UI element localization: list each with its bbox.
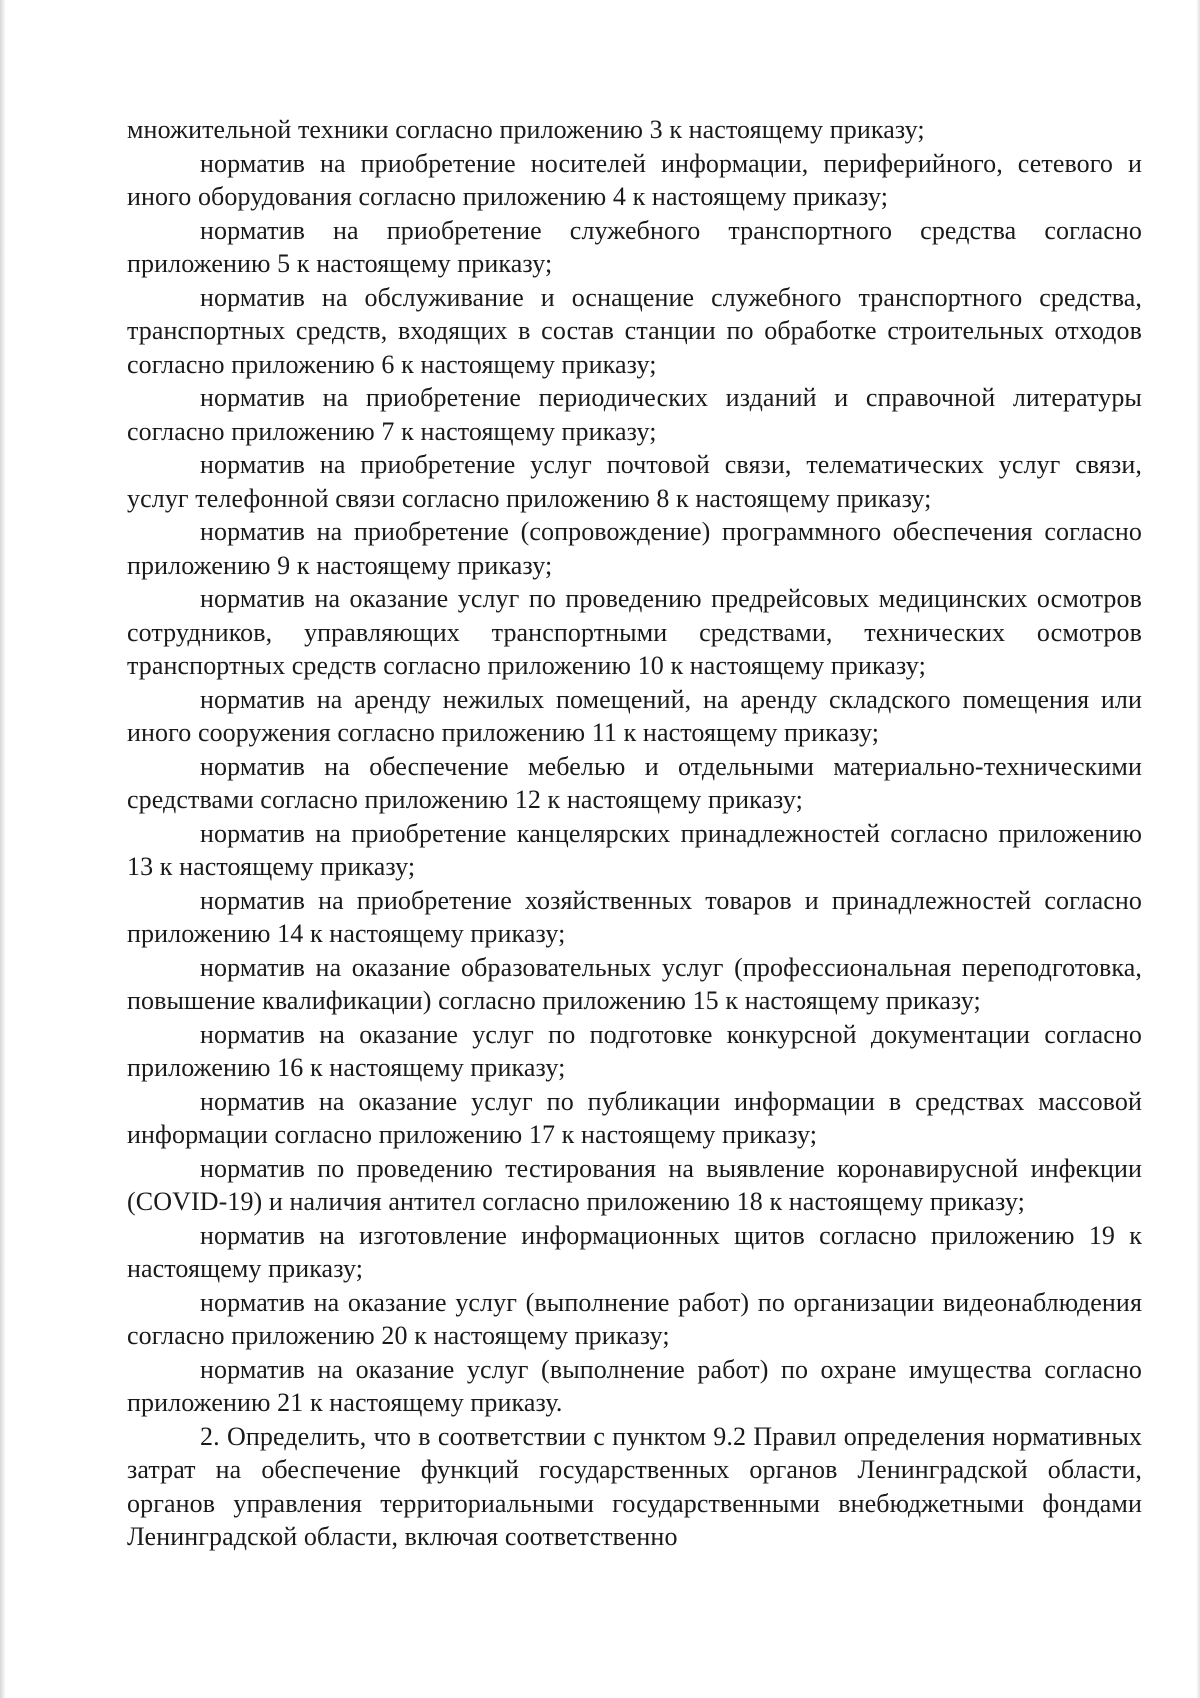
paragraph-norm-8: норматив на приобретение услуг почтовой связи, телематических услуг связи, услуг телефонной связи согласно приложению 8 к настоящему приказу; (127, 450, 1142, 513)
paragraph-norm-9: норматив на приобретение (сопровождение) программного обеспечения согласно приложению 9 к настоящему приказу; (127, 517, 1142, 580)
paragraph-norm-14: норматив на приобретение хозяйственных товаров и принадлежностей согласно приложению 14 к настоящему приказу; (127, 885, 1142, 948)
paragraph-norm-7: норматив на приобретение периодических изданий и справочной литературы согласно приложению 7 к настоящему приказу; (127, 383, 1142, 446)
paragraph-norm-16: норматив на оказание услуг по подготовке конкурсной документации согласно приложению 16 к настоящему приказу; (127, 1019, 1142, 1082)
paragraph-norm-19: норматив на изготовление информационных щитов согласно приложению 19 к настоящему приказу; (127, 1220, 1142, 1283)
scan-right-edge-shadow (1196, 0, 1200, 1698)
paragraph-norm-13: норматив на приобретение канцелярских принадлежностей согласно приложению 13 к настоящему приказу; (127, 818, 1142, 881)
paragraph-norm-11: норматив на аренду нежилых помещений, на аренду складского помещения или иного сооружения согласно приложению 11 к настоящему приказу; (127, 684, 1142, 747)
document-body (127, 113, 1142, 1554)
paragraph-continuation: множительной техники согласно приложению 3 к настоящему приказу; (127, 115, 925, 144)
paragraph-item-2: 2. Определить, что в соответствии с пунктом 9.2 Правил определения нормативных затрат на обеспечение функций государственных органов Ленинградской области, органов управления территориальными государственными внебюджетными фондами Ленинградской области, включая соответственно (127, 1421, 1142, 1551)
paragraph-norm-6: норматив на обслуживание и оснащение служебного транспортного средства, транспортных средств, входящих в состав станции по обработке строительных отходов согласно приложению 6 к настоящему приказу; (127, 282, 1142, 379)
paragraph-norm-5: норматив на приобретение служебного транспортного средства согласно приложению 5 к настоящему приказу; (127, 215, 1142, 278)
paragraph-norm-21: норматив на оказание услуг (выполнение работ) по охране имущества согласно приложению 21 к настоящему приказу. (127, 1354, 1142, 1417)
paragraph-norm-17: норматив на оказание услуг по публикации информации в средствах массовой информации согласно приложению 17 к настоящему приказу; (127, 1086, 1142, 1149)
paragraph-norm-4: норматив на приобретение носителей информации, периферийного, сетевого и иного оборудования согласно приложению 4 к настоящему приказу; (127, 148, 1142, 211)
paragraph-norm-12: норматив на обеспечение мебелью и отдельными материально-техническими средствами согласно приложению 12 к настоящему приказу; (127, 751, 1142, 814)
scan-left-edge-shadow (0, 0, 6, 1698)
paragraph-norm-20: норматив на оказание услуг (выполнение работ) по организации видеонаблюдения согласно приложению 20 к настоящему приказу; (127, 1287, 1142, 1350)
paragraph-norm-15: норматив на оказание образовательных услуг (профессиональная переподготовка, повышение квалификации) согласно приложению 15 к настоящему приказу; (127, 952, 1142, 1015)
paragraph-norm-18: норматив по проведению тестирования на выявление коронавирусной инфекции (COVID-19) и наличия антител согласно приложению 18 к настоящему приказу; (127, 1153, 1142, 1216)
paragraph-norm-10: норматив на оказание услуг по проведению предрейсовых медицинских осмотров сотрудников, управляющих транспортными средствами, технических осмотров транспортных средств согласно приложению 10 к настоящему приказу; (127, 584, 1142, 680)
